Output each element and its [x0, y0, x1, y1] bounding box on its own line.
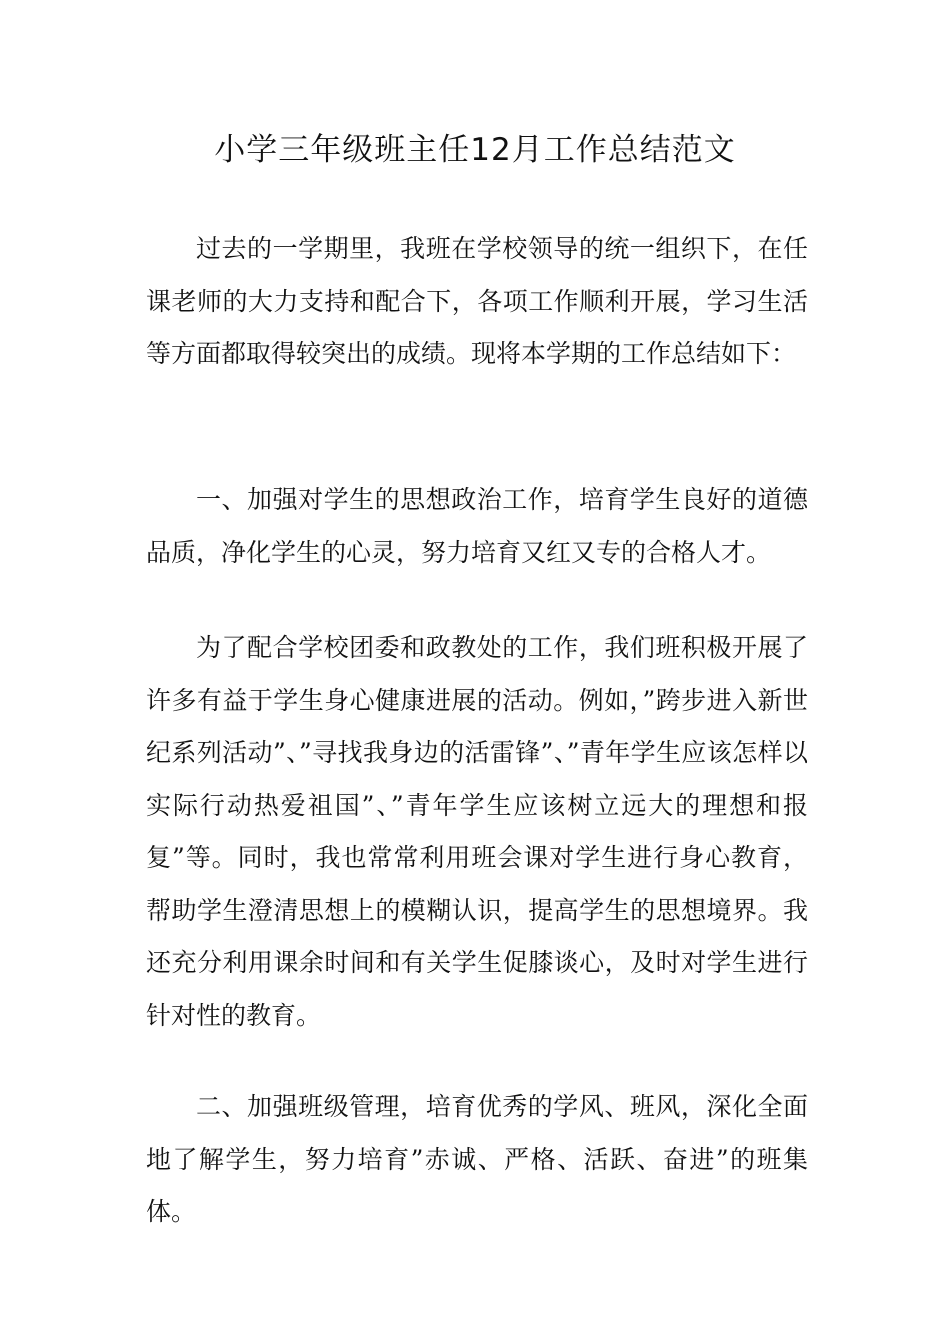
paragraph-section-two-heading: 二、加强班级管理，培育优秀的学风、班风，深化全面地了解学生，努力培育”赤诚、严格、活跃、奋进”的班集体。 — [146, 1092, 808, 1226]
document-title: 小学三年级班主任12月工作总结范文 — [214, 132, 736, 168]
paragraph-section-one-body: 为了配合学校团委和政教处的工作，我们班积极开展了许多有益于学生身心健康进展的活动。例如，”跨步进入新世纪系列活动”、”寻找我身边的活雷锋”、”青年学生应该怎样以实际行动热爱祖国”、”青年学生应该树立远大的理想和报复”等。同时，我也常常利用班会课对学生进行身心教育，帮助学生澄清思想上的模糊认识，提高学生的思想境界。我还充分利用课余时间和有关学生促膝谈心，及时对学生进行针对性的教育。 — [146, 633, 808, 1030]
paragraph-section-one-heading: 一、加强对学生的思想政治工作，培育学生良好的道德品质，净化学生的心灵，努力培育又红又专的合格人才。 — [146, 485, 808, 567]
paragraph-intro: 过去的一学期里，我班在学校领导的统一组织下，在任课老师的大力支持和配合下，各项工作顺利开展，学习生活等方面都取得较突出的成绩。现将本学期的工作总结如下： — [146, 234, 808, 368]
